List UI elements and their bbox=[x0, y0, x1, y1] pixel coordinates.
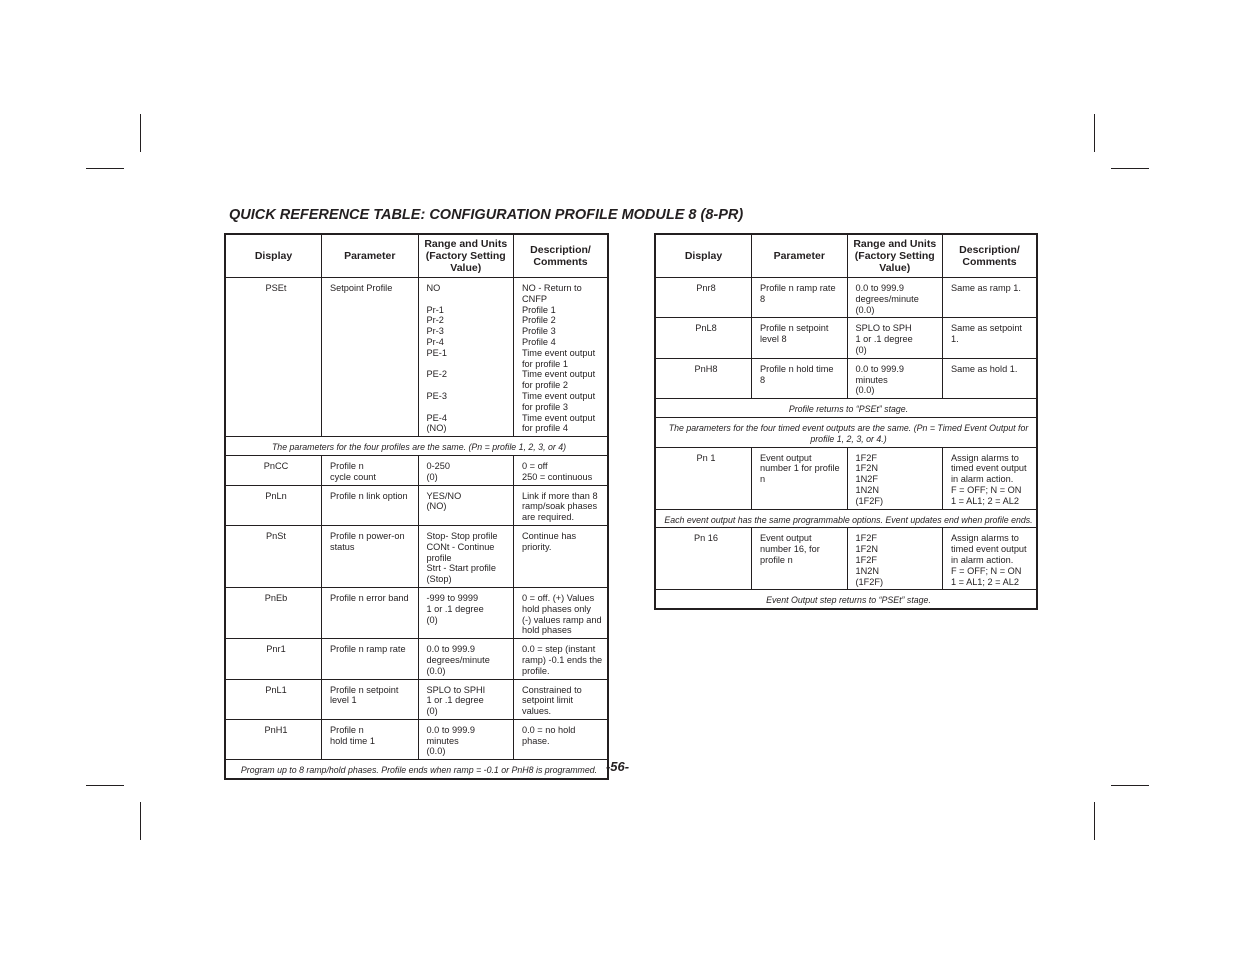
parameter-line: hold time 1 bbox=[330, 735, 375, 746]
left-reference-table bbox=[224, 233, 609, 780]
description-cell bbox=[513, 455, 608, 485]
range-column-header: Range and Units (Factory Setting Value) bbox=[847, 234, 943, 278]
parameter-line: profile n bbox=[760, 554, 793, 565]
parameter-line: level 1 bbox=[330, 695, 357, 706]
display-cell: PnH1 bbox=[225, 719, 322, 759]
display-cell: Pn 1 bbox=[655, 447, 752, 509]
description-line: 1 = AL1; 2 = AL2 bbox=[951, 495, 1019, 506]
range-line: (0) bbox=[426, 706, 438, 717]
table-note-row bbox=[655, 417, 1037, 447]
description-line: Same as setpoint bbox=[951, 323, 1022, 334]
range-line: 0.0 to 999.9 bbox=[855, 283, 905, 293]
description-line: ramp) -0.1 ends the bbox=[521, 654, 603, 665]
parameter-line: Profile n error band bbox=[330, 592, 409, 603]
parameter-line: status bbox=[330, 541, 355, 552]
range-line: Pr-1 bbox=[426, 304, 444, 315]
description-line: NO - Return to bbox=[521, 283, 582, 293]
parameter-line: Profile n link option bbox=[330, 490, 408, 501]
display-column-header: Display bbox=[655, 234, 752, 278]
right-reference-table bbox=[654, 233, 1038, 610]
range-line: 1N2F bbox=[855, 474, 878, 485]
range-column-header: Range and Units (Factory Setting Value) bbox=[418, 234, 513, 278]
description-line: 1 = AL1; 2 = AL2 bbox=[951, 576, 1019, 587]
display-cell: PnEb bbox=[225, 587, 322, 638]
display-cell: Pn 16 bbox=[655, 528, 752, 590]
range-line: 1N2N bbox=[855, 484, 879, 495]
range-line: (0.0) bbox=[426, 665, 446, 676]
parameter-cell bbox=[752, 318, 848, 358]
crop-mark bbox=[140, 114, 141, 152]
table-note: Program up to 8 ramp/hold phases. Profile ends when ramp = -0.1 or PnH8 is programmed. bbox=[225, 760, 608, 779]
display-cell: Pnr1 bbox=[225, 639, 322, 679]
parameter-cell bbox=[752, 447, 848, 509]
range-line: 1 or .1 degree bbox=[426, 695, 484, 706]
range-cell bbox=[418, 639, 513, 679]
description-line: are required. bbox=[521, 512, 575, 523]
display-column-header: Display bbox=[225, 234, 322, 278]
crop-mark bbox=[86, 168, 124, 169]
range-line: PE-2 bbox=[426, 369, 447, 380]
parameter-cell bbox=[322, 679, 419, 719]
range-line: (0.0) bbox=[855, 385, 875, 396]
description-line: Assign alarms to bbox=[951, 452, 1019, 463]
description-line: phase. bbox=[521, 735, 550, 746]
parameter-line: Profile n ramp rate bbox=[330, 644, 406, 655]
description-line: Constrained to bbox=[521, 684, 582, 695]
range-line bbox=[427, 380, 510, 391]
description-cell bbox=[943, 447, 1038, 509]
range-line: PE-1 bbox=[426, 347, 447, 358]
range-line: PE-4 bbox=[426, 412, 447, 423]
parameter-line: level 8 bbox=[760, 334, 787, 345]
range-cell bbox=[418, 485, 513, 525]
description-cell bbox=[513, 639, 608, 679]
range-line: Pr-2 bbox=[426, 315, 444, 326]
parameter-line: n bbox=[760, 474, 766, 485]
parameter-cell bbox=[322, 639, 419, 679]
parameter-column-header: Parameter bbox=[752, 234, 848, 278]
range-cell bbox=[847, 278, 943, 318]
table-row bbox=[225, 455, 608, 485]
table-note: Profile returns to “PSEt” stage. bbox=[655, 399, 1037, 418]
description-line: Continue has bbox=[521, 530, 577, 541]
crop-mark bbox=[140, 802, 141, 840]
parameter-cell bbox=[752, 528, 848, 590]
parameter-line: Event output bbox=[760, 452, 812, 463]
range-line: (1F2F) bbox=[855, 576, 884, 587]
range-cell bbox=[847, 358, 943, 398]
description-line: Profile 3 bbox=[521, 326, 556, 337]
description-line: timed event output bbox=[951, 463, 1027, 474]
parameter-cell bbox=[322, 455, 419, 485]
table-row bbox=[655, 278, 1037, 318]
description-line: in alarm action. bbox=[951, 474, 1014, 485]
display-cell: PnL8 bbox=[655, 318, 752, 358]
description-line: Time event output bbox=[521, 369, 596, 380]
parameter-line: Profile n hold time bbox=[760, 363, 834, 374]
table-row bbox=[225, 639, 608, 679]
description-line: profile. bbox=[521, 665, 550, 676]
crop-mark bbox=[86, 785, 124, 786]
range-line: (Stop) bbox=[426, 574, 452, 585]
range-cell bbox=[418, 525, 513, 587]
table-note: Event Output step returns to “PSEt” stage. bbox=[655, 590, 1037, 609]
description-cell bbox=[513, 278, 608, 437]
description-column-header: Description/ Comments bbox=[943, 234, 1038, 278]
range-line: profile bbox=[426, 552, 452, 563]
description-line: setpoint limit bbox=[521, 695, 574, 706]
range-line: 0-250 bbox=[426, 460, 450, 471]
crop-mark bbox=[1094, 802, 1095, 840]
description-line: 0 = off. (+) Values bbox=[521, 592, 595, 603]
range-line: 1F2N bbox=[855, 463, 878, 474]
description-column-header: Description/ Comments bbox=[513, 234, 608, 278]
display-cell: PnSt bbox=[225, 525, 322, 587]
description-line: ramp/soak phases bbox=[521, 501, 598, 512]
description-line: 0.0 = step (instant bbox=[521, 644, 596, 655]
parameter-cell bbox=[322, 525, 419, 587]
range-line: 1F2F bbox=[855, 533, 877, 544]
range-cell bbox=[418, 278, 513, 437]
range-line: 1F2F bbox=[855, 554, 877, 565]
description-line: Profile 2 bbox=[521, 315, 556, 326]
description-line: (-) values ramp and bbox=[521, 614, 602, 625]
description-line: for profile 4 bbox=[521, 423, 568, 434]
table-note: The parameters for the four profiles are the same. (Pn = profile 1, 2, 3, or 4) bbox=[225, 437, 608, 456]
range-line bbox=[427, 402, 510, 413]
display-cell: PnL1 bbox=[225, 679, 322, 719]
parameter-cell bbox=[322, 719, 419, 759]
range-cell bbox=[847, 447, 943, 509]
table-row bbox=[225, 278, 608, 437]
range-line: 0.0 to 999.9 bbox=[855, 363, 905, 374]
display-cell: Pnr8 bbox=[655, 278, 752, 318]
range-line: -999 to 9999 bbox=[426, 592, 479, 603]
range-line: SPLO to SPHI bbox=[426, 684, 486, 695]
table-row bbox=[225, 485, 608, 525]
table-row bbox=[225, 587, 608, 638]
range-line: 0.0 to 999.9 bbox=[426, 644, 476, 655]
parameter-cell bbox=[752, 278, 848, 318]
parameter-cell bbox=[322, 587, 419, 638]
range-line: minutes bbox=[855, 374, 888, 385]
range-line: Strt - Start profile bbox=[426, 563, 496, 574]
table-note: The parameters for the four timed event outputs are the same. (Pn = Timed Event Output for profile 1, 2, 3, or 4.) bbox=[655, 417, 1037, 447]
range-line: (1F2F) bbox=[855, 495, 884, 506]
table-row bbox=[655, 447, 1037, 509]
description-line: 0 = off bbox=[521, 460, 548, 471]
table-header-row bbox=[225, 234, 608, 278]
range-line: (0.0) bbox=[426, 746, 446, 757]
range-line: (0) bbox=[426, 614, 438, 625]
range-line: 1N2N bbox=[855, 565, 879, 576]
range-line: minutes bbox=[426, 735, 459, 746]
table-header-row bbox=[655, 234, 1037, 278]
display-cell: PSEt bbox=[225, 278, 322, 437]
crop-mark bbox=[1111, 785, 1149, 786]
description-line: 1. bbox=[951, 334, 959, 345]
display-cell: PnCC bbox=[225, 455, 322, 485]
description-line: Same as ramp 1. bbox=[951, 283, 1021, 293]
description-cell bbox=[513, 679, 608, 719]
table-note-row bbox=[655, 509, 1037, 528]
range-line: PE-3 bbox=[426, 390, 447, 401]
range-line: SPLO to SPH bbox=[855, 323, 912, 334]
description-line: for profile 1 bbox=[521, 358, 568, 369]
range-cell bbox=[418, 587, 513, 638]
parameter-line: cycle count bbox=[330, 471, 376, 482]
table-row bbox=[225, 719, 608, 759]
description-line: CNFP bbox=[521, 293, 547, 304]
crop-mark bbox=[1094, 114, 1095, 152]
description-line: values. bbox=[521, 706, 552, 717]
description-line: 250 = continuous bbox=[521, 471, 593, 482]
range-line: 0.0 to 999.9 bbox=[426, 724, 476, 735]
range-line: Pr-4 bbox=[426, 336, 444, 347]
range-line: 1F2N bbox=[855, 544, 878, 555]
range-cell bbox=[418, 679, 513, 719]
parameter-line: number 1 for profile bbox=[760, 463, 840, 474]
parameter-line: Profile n setpoint bbox=[760, 323, 829, 334]
table-note: Each event output has the same programmable options. Event updates end when profile ends. bbox=[655, 509, 1037, 528]
parameter-line: Event output bbox=[760, 533, 812, 544]
range-line: (0) bbox=[855, 344, 867, 355]
parameter-line: Profile n bbox=[330, 460, 364, 471]
table-row bbox=[655, 528, 1037, 590]
table-note-row bbox=[655, 590, 1037, 609]
description-cell bbox=[513, 485, 608, 525]
display-cell: PnH8 bbox=[655, 358, 752, 398]
range-cell bbox=[847, 528, 943, 590]
parameter-line: Profile n ramp rate bbox=[760, 283, 836, 293]
range-cell bbox=[418, 455, 513, 485]
description-line: Same as hold 1. bbox=[951, 363, 1018, 374]
parameter-cell bbox=[322, 485, 419, 525]
description-line: Time event output bbox=[521, 390, 596, 401]
description-line: for profile 3 bbox=[521, 401, 568, 412]
description-line: F = OFF; N = ON bbox=[951, 484, 1022, 495]
parameter-cell bbox=[752, 358, 848, 398]
range-line: NO bbox=[426, 283, 441, 293]
description-cell bbox=[513, 719, 608, 759]
table-row bbox=[225, 679, 608, 719]
parameter-line: Profile n power-on bbox=[330, 530, 405, 541]
description-cell bbox=[513, 587, 608, 638]
page-number: -56- bbox=[605, 759, 630, 774]
parameter-line: Setpoint Profile bbox=[330, 283, 393, 293]
description-line: Time event output bbox=[521, 412, 596, 423]
parameter-line: 8 bbox=[760, 374, 766, 385]
description-line: Assign alarms to bbox=[951, 533, 1019, 544]
range-line: Stop- Stop profile bbox=[426, 530, 498, 541]
crop-mark bbox=[1111, 168, 1149, 169]
range-line: (NO) bbox=[426, 423, 447, 434]
range-line: (0.0) bbox=[855, 304, 875, 315]
description-line: in alarm action. bbox=[951, 554, 1014, 565]
range-line: 1 or .1 degree bbox=[426, 603, 484, 614]
parameter-column-header: Parameter bbox=[322, 234, 419, 278]
range-line: (NO) bbox=[426, 501, 447, 512]
range-line: CONt - Continue bbox=[426, 541, 495, 552]
range-line: Pr-3 bbox=[426, 326, 444, 337]
description-cell bbox=[943, 528, 1038, 590]
range-line bbox=[427, 294, 510, 305]
description-line: for profile 2 bbox=[521, 380, 568, 391]
table-row bbox=[655, 318, 1037, 358]
parameter-cell bbox=[322, 278, 419, 437]
description-line: priority. bbox=[521, 541, 552, 552]
description-line: timed event output bbox=[951, 544, 1027, 555]
description-line: Profile 1 bbox=[521, 304, 556, 315]
parameter-line: number 16, for bbox=[760, 544, 820, 555]
display-cell: PnLn bbox=[225, 485, 322, 525]
parameter-line: 8 bbox=[760, 293, 766, 304]
description-line: Time event output bbox=[521, 347, 596, 358]
description-line: F = OFF; N = ON bbox=[951, 565, 1022, 576]
description-cell bbox=[943, 278, 1038, 318]
range-line: 1F2F bbox=[855, 452, 877, 463]
table-note-row bbox=[655, 399, 1037, 418]
range-cell bbox=[847, 318, 943, 358]
description-cell bbox=[943, 358, 1038, 398]
parameter-line: Profile n setpoint bbox=[330, 684, 399, 695]
description-line: hold phases bbox=[521, 625, 572, 636]
range-line: degrees/minute bbox=[426, 654, 490, 665]
description-cell bbox=[943, 318, 1038, 358]
range-line: degrees/minute bbox=[855, 293, 919, 304]
range-line: (0) bbox=[426, 471, 438, 482]
table-note-row bbox=[225, 437, 608, 456]
description-cell bbox=[513, 525, 608, 587]
range-line: 1 or .1 degree bbox=[855, 334, 913, 345]
description-line: 0.0 = no hold bbox=[521, 724, 576, 735]
range-cell bbox=[418, 719, 513, 759]
description-line: Link if more than 8 bbox=[521, 490, 598, 501]
description-line: Profile 4 bbox=[521, 336, 556, 347]
range-line: YES/NO bbox=[426, 490, 462, 501]
range-line bbox=[427, 359, 510, 370]
table-row bbox=[225, 525, 608, 587]
parameter-line: Profile n bbox=[330, 724, 364, 735]
description-line: hold phases only bbox=[521, 603, 591, 614]
table-row bbox=[655, 358, 1037, 398]
page-title: QUICK REFERENCE TABLE: CONFIGURATION PROFILE MODULE 8 (8-PR) bbox=[229, 207, 744, 223]
